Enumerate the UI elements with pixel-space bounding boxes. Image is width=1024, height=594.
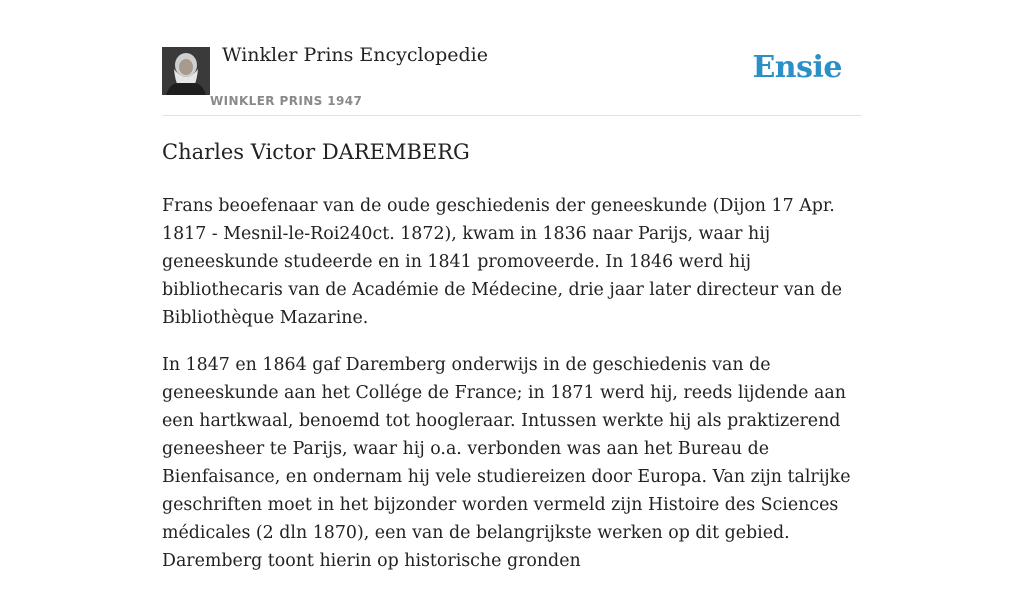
book-avatar-icon[interactable]	[162, 47, 210, 95]
article-paragraph: Frans beoefenaar van de oude geschiedenis der geneeskunde (Dijon 17 Apr. 1817 - Mesnil-le-Roi240ct. 1872), kwam in 1836 naar Parijs, waar hij geneeskunde studeerde en in 1841 promoveerde. In 1846 werd hij bibliothecaris van de Académie de Médecine, drie jaar later directeur van de Bibliothèque Mazarine.	[162, 196, 843, 328]
article-body	[162, 192, 862, 594]
book-edition-label: WINKLER PRINS 1947	[210, 94, 363, 108]
article-title: Charles Victor DAREMBERG	[162, 140, 470, 164]
article-paragraph: In 1847 en 1864 gaf Daremberg onderwijs in de geschiedenis van de geneeskunde aan het Collége de France; in 1871 werd hij, reeds lijdende aan een hartkwaal, benoemd tot hoogleraar. Intussen werkte hij als praktizerend geneesheer te Parijs, waar hij o.a. verbonden was aan het Bureau de Bienfaisance, en ondernam hij vele studiereizen door Europa. Van zijn talrijke geschriften moet in het bijzonder worden vermeld zijn Histoire des Sciences médicales (2 dln 1870), een van de belangrijkste werken op dit gebied. Daremberg toont hierin op historische gronden	[162, 355, 851, 571]
book-header	[162, 0, 862, 116]
brand-logo[interactable]: Ensie	[752, 50, 842, 85]
book-title[interactable]: Winkler Prins Encyclopedie	[222, 44, 488, 66]
content-container	[162, 0, 862, 571]
